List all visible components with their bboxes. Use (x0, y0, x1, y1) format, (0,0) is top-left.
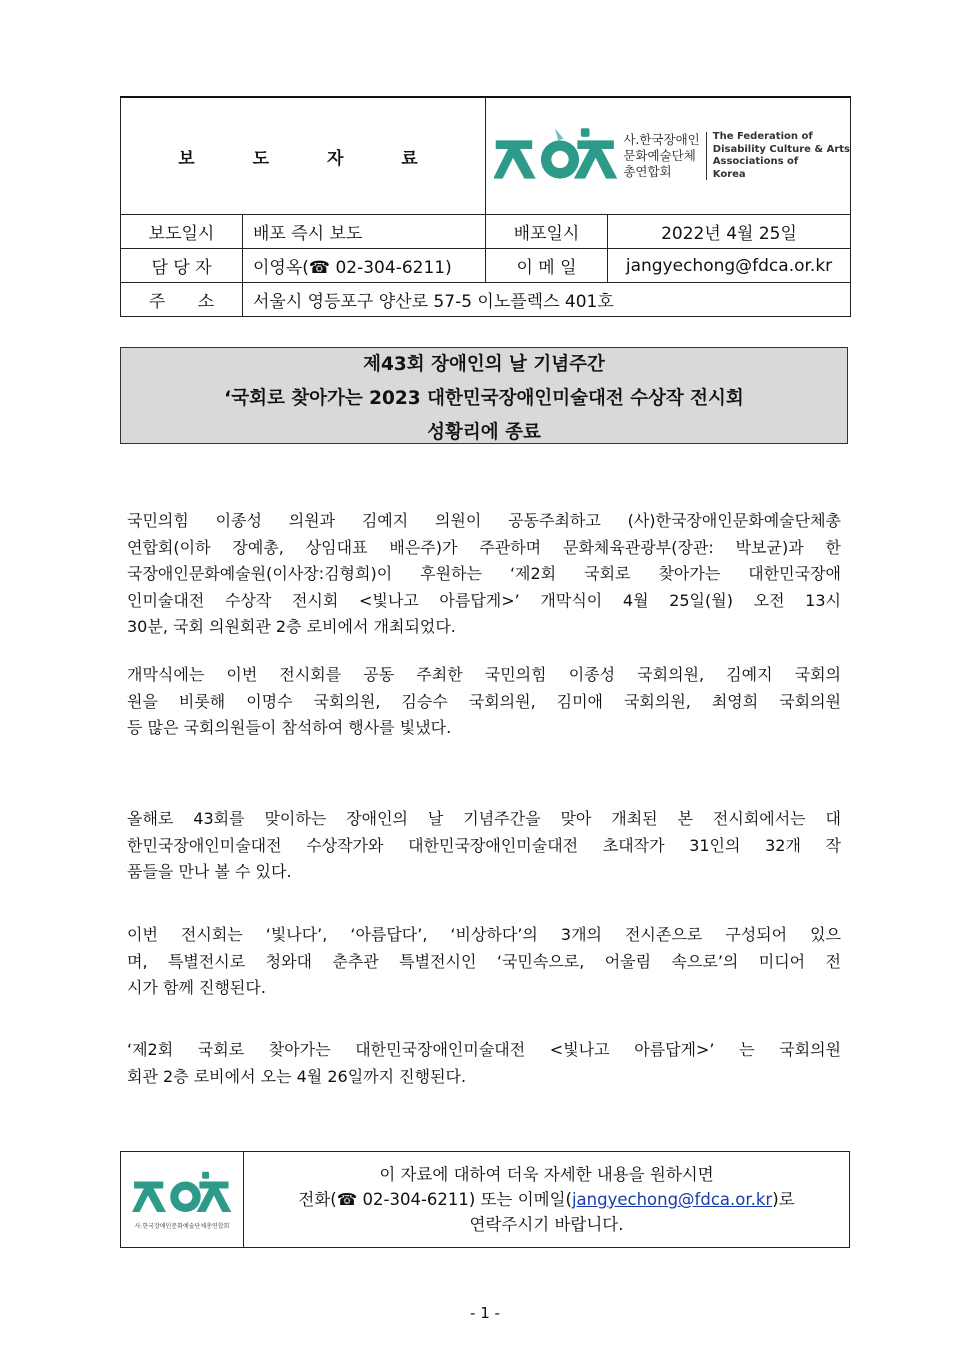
contact-label: 담 당 자 (121, 249, 243, 283)
org-logo-icon (494, 120, 617, 192)
address-value: 서울시 영등포구 양산로 57-5 이노플렉스 401호 (243, 283, 851, 317)
headline-line-3: 성황리에 종료 (427, 422, 541, 443)
document-title: 보 도 자 료 (121, 97, 486, 215)
press-date-value: 배포 즉시 보도 (243, 215, 486, 249)
address-label: 주 소 (121, 283, 243, 317)
body-paragraph-3: 올해로 43회를 맞이하는 장애인의 날 기념주간을 맞아 개최된 본 전시회에서는 대 한민국장애인미술대전 수상작가와 대한민국장애인미술대전 초대작가 31인의 32개 작 품들을 만나 볼 수 있다. (127, 809, 841, 881)
contact-value: 이영옥(☎ 02-304-6211) (243, 249, 486, 283)
press-date-label: 보도일시 (121, 215, 243, 249)
email-label: 이 메 일 (486, 249, 608, 283)
headline-line-1: 제43회 장애인의 날 기념주간 (363, 354, 605, 375)
footer-line-2: 전화(☎ 02-304-6211) 또는 이메일(jangyechong@fdca.or.kr)로 (298, 1190, 795, 1209)
page-number: - 1 - (470, 1304, 500, 1322)
org-name-korean: 사.한국장애인 문화예술단체 총연합회 (623, 132, 706, 180)
footer-line-3: 연락주시기 바랍니다. (469, 1215, 624, 1234)
headline-box (120, 347, 848, 444)
org-name-english: The Federation of Disability Culture & Arts Associations of Korea (712, 131, 851, 180)
footer-logo (121, 1152, 244, 1247)
body-paragraph-4: 이번 전시회는 ‘빛나다’, ‘아름답다’, ‘비상하다’의 3개의 전시존으로 구성되어 있으 며, 특별전시로 청와대 춘추관 특별전시인 ‘국민속으로, 어울림 속으로’의 미디어 전 시가 함께 진행된다. (127, 925, 841, 997)
footer-logo-icon (130, 1169, 234, 1219)
press-header-table (120, 96, 851, 317)
footer-contact-text (244, 1152, 849, 1247)
body-paragraph-1: 국민의힘 이종성 의원과 김예지 의원이 공동주최하고 (사)한국장애인문화예술단체총 연합회(이하 장예총, 상임대표 배은주)가 주관하며 문화체육관광부(장관: 박보균)과 한 국장애인문화예술원(이사장:김형희)이 후원하는 ‘제2회 국회로 찾아가는 대한민국장애 인미술대전 수상작 전시회 <빛나고 아름답게>’ 개막식이 4월 25일(월) 오전 13시 30분, 국회 의원회관 2층 로비에서 개최되었다. (127, 511, 841, 636)
footer-logo-caption: 사.한국장애인문화예술단체총연합회 (134, 1223, 230, 1230)
body-paragraph-5: ‘제2회 국회로 찾아가는 대한민국장애인미술대전 <빛나고 아름답게>’ 는 국회의원 회관 2층 로비에서 오는 4월 26일까지 진행된다. (127, 1040, 841, 1086)
headline-line-2: ‘국회로 찾아가는 2023 대한민국장애인미술대전 수상작 전시회 (224, 388, 744, 409)
footer-line-1: 이 자료에 대하여 더욱 자세한 내용을 원하시면 (379, 1165, 714, 1184)
distribution-date-value: 2022년 4월 25일 (608, 215, 851, 249)
distribution-date-label: 배포일시 (486, 215, 608, 249)
org-logo-area (486, 97, 851, 215)
contact-footer-box (120, 1151, 850, 1248)
footer-email-link[interactable]: jangyechong@fdca.or.kr (571, 1190, 773, 1209)
body-paragraph-2: 개막식에는 이번 전시회를 공동 주최한 국민의힘 이종성 국회의원, 김예지 국회의 원을 비롯해 이명수 국회의원, 김승수 국회의원, 김미애 국회의원, 최영희 국회의원 등 많은 국회의원들이 참석하여 행사를 빛냈다. (127, 665, 841, 737)
email-value[interactable]: jangyechong@fdca.or.kr (608, 249, 851, 283)
